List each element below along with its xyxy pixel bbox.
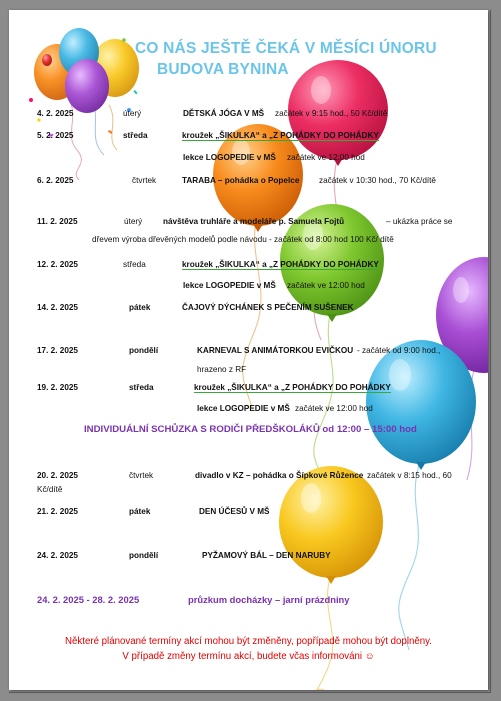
footer-note-2: V případě změny termínu akcí, budete včas informováni ☺ bbox=[122, 651, 375, 662]
holiday-text: průzkum docházky – jarní prázdniny bbox=[188, 594, 350, 605]
balloon-blue bbox=[366, 340, 476, 470]
event-name: lekce LOGOPEDIE v MŠ bbox=[197, 404, 290, 413]
event-name: KARNEVAL S ANIMÁTORKOU EVIČKOU bbox=[197, 346, 354, 355]
event-detail: začátek v 10:30 hod., 70 Kč/dítě bbox=[319, 176, 436, 185]
event-day: čtvrtek bbox=[129, 471, 154, 480]
event-name: kroužek „ŠIKULKA“ a „Z POHÁDKY DO POHÁDKY bbox=[182, 260, 379, 269]
event-name: ČAJOVÝ DÝCHÁNEK S PEČENÍM SUŠENEK bbox=[182, 303, 354, 312]
event-detail: dřevem výroba dřevěných modelů podle návodu - začátek od 8:00 hod 100 Kč/ dítě bbox=[92, 235, 394, 244]
event-date: 24. 2. 2025 bbox=[37, 551, 78, 560]
event-name: návštěva truhláře a modeláře p. Samuela Fojtů bbox=[163, 217, 345, 226]
balloon-yellow bbox=[279, 466, 383, 584]
event-detail: - začátek od 9:00 hod., bbox=[357, 346, 441, 355]
event-date: 11. 2. 2025 bbox=[37, 217, 78, 226]
event-name: DĚTSKÁ JÓGA V MŠ bbox=[183, 109, 265, 118]
holiday-dates: 24. 2. 2025 - 28. 2. 2025 bbox=[37, 594, 140, 605]
event-date: 21. 2. 2025 bbox=[37, 507, 78, 516]
event-date: 6. 2. 2025 bbox=[37, 176, 74, 185]
event-date: 20. 2. 2025 bbox=[37, 471, 78, 480]
event-day: středa bbox=[129, 383, 154, 392]
event-name: lekce LOGOPEDIE v MŠ bbox=[183, 281, 276, 290]
event-name: PYŽAMOVÝ BÁL – DEN NARUBY bbox=[202, 551, 331, 560]
document-page bbox=[9, 10, 488, 690]
event-name: kroužek „ŠIKULKA“ a „Z POHÁDKY DO POHÁDKY bbox=[182, 131, 379, 140]
event-date: 12. 2. 2025 bbox=[37, 260, 78, 269]
event-day: pátek bbox=[129, 303, 151, 312]
event-detail: – ukázka práce se bbox=[386, 217, 453, 226]
event-day: pátek bbox=[129, 507, 151, 516]
event-name: divadlo v KZ – pohádka o Šípkové Růžence bbox=[195, 471, 364, 480]
event-name: lekce LOGOPEDIE v MŠ bbox=[183, 153, 276, 162]
event-name: DEN ÚČESŮ V MŠ bbox=[199, 507, 270, 516]
event-detail: začátek ve 12:00 hod bbox=[287, 153, 365, 162]
event-day: čtvrtek bbox=[132, 176, 157, 185]
event-detail: Kč/dítě bbox=[37, 485, 63, 494]
event-date: 4. 2. 2025 bbox=[37, 109, 74, 118]
event-date: 17. 2. 2025 bbox=[37, 346, 78, 355]
parent-meeting-notice: INDIVIDUÁLNÍ SCHŮZKA S RODIČI PŘEDŠKOLÁKŮ od 12:00 – 15:00 hod bbox=[84, 424, 417, 435]
page-title: CO NÁS JEŠTĚ ČEKÁ V MĚSÍCI ÚNORU bbox=[135, 40, 437, 57]
event-day: pondělí bbox=[129, 551, 159, 560]
event-name: TARABA – pohádka o Popelce bbox=[182, 176, 300, 185]
event-day: středa bbox=[123, 131, 148, 140]
event-detail: začátek ve 12:00 hod bbox=[287, 281, 365, 290]
event-day: úterý bbox=[124, 217, 143, 226]
event-day: pondělí bbox=[129, 346, 159, 355]
event-date: 14. 2. 2025 bbox=[37, 303, 78, 312]
event-date: 19. 2. 2025 bbox=[37, 383, 78, 392]
event-detail: začátek v 8:15 hod., 60 bbox=[367, 471, 452, 480]
event-detail: začátek ve 12:00 hod bbox=[295, 404, 373, 413]
event-name: kroužek „ŠIKULKA“ a „Z POHÁDKY DO POHÁDKY bbox=[194, 383, 391, 392]
balloon-cluster-topleft bbox=[29, 28, 142, 180]
event-day: středa bbox=[123, 260, 146, 269]
event-day: úterý bbox=[123, 109, 142, 118]
footer-note-1: Některé plánované termíny akcí mohou být změněny, popřípadě mohou být doplněny. bbox=[65, 636, 432, 647]
page-subtitle: BUDOVA BYNINA bbox=[157, 61, 289, 78]
event-date: 5. 2. 2025 bbox=[37, 131, 74, 140]
event-detail: hrazeno z RF bbox=[197, 365, 247, 374]
event-detail: začátek v 9:15 hod., 50 Kč/dítě bbox=[275, 109, 388, 118]
